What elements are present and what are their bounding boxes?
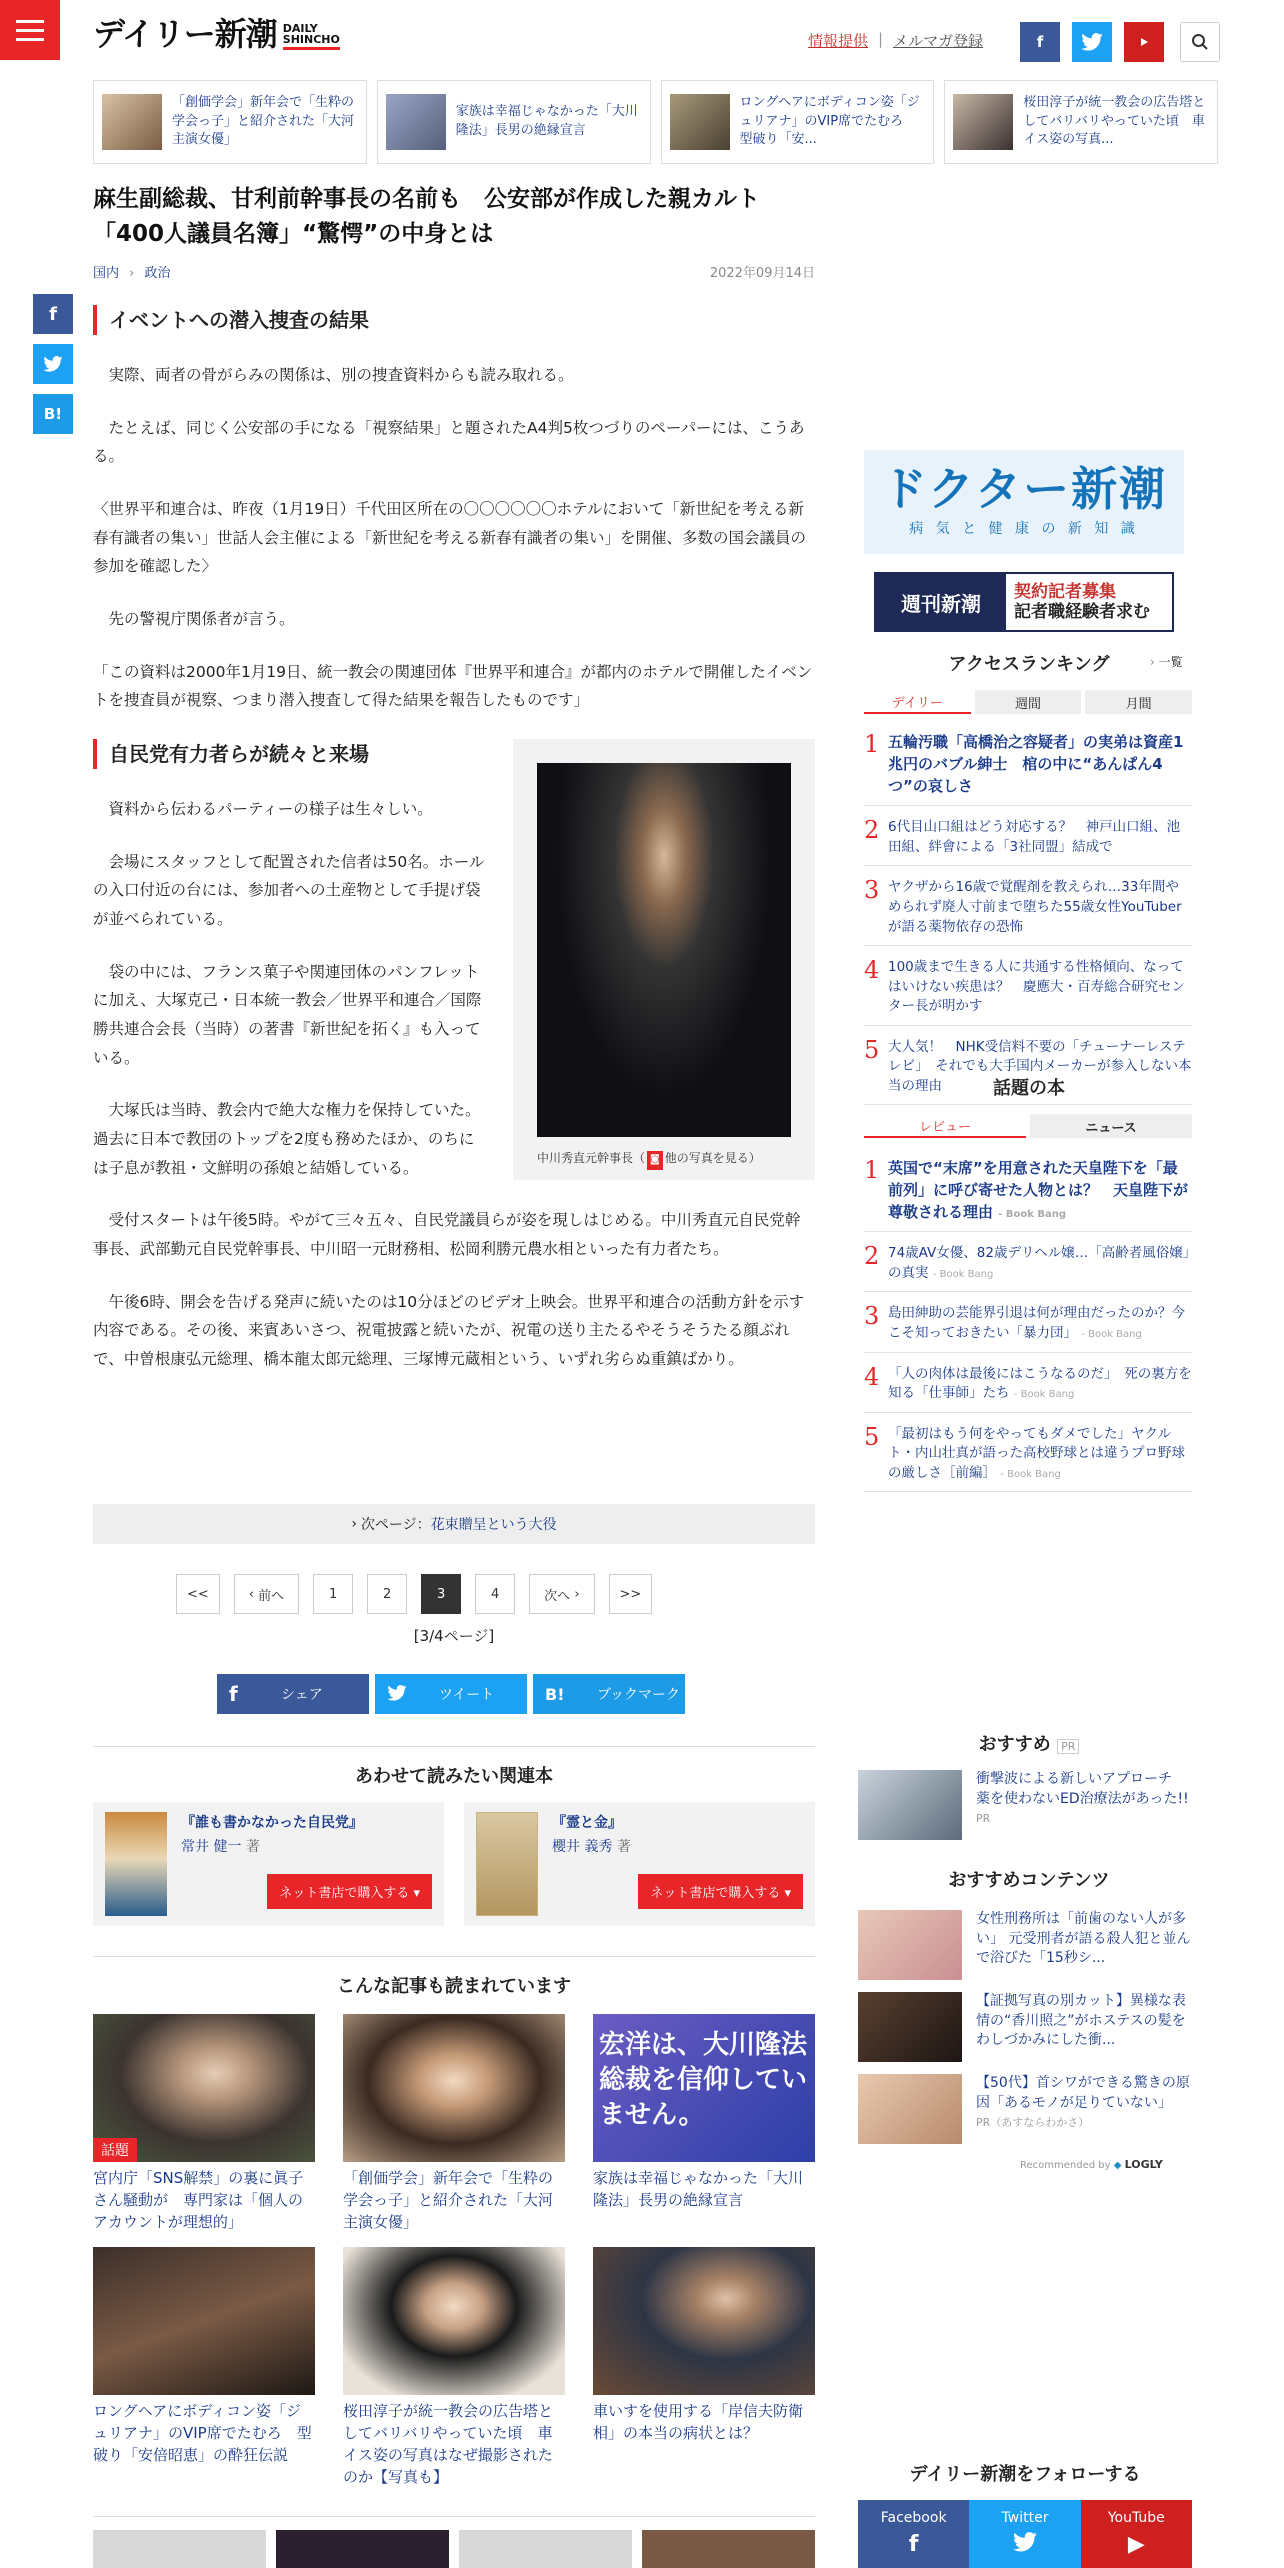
logo-text: デイリー新潮 — [93, 15, 277, 53]
ranking-tabs — [864, 690, 1192, 714]
next-page-bar[interactable] — [93, 1504, 815, 1544]
book-cover[interactable] — [476, 1812, 538, 1916]
youtube-icon: ▶ — [1127, 2532, 1145, 2557]
book-card[interactable] — [464, 1802, 815, 1926]
top-card-title[interactable]: 桜田淳子が統一教会の広告塔としてバリバリやっていた頃 車イス姿の写真... — [1023, 94, 1206, 148]
ranking-item[interactable] — [864, 874, 1192, 946]
thumbnail — [102, 94, 162, 150]
top-card[interactable] — [377, 80, 651, 164]
chevron-right-icon: › — [129, 266, 135, 281]
thumbnail — [386, 94, 446, 150]
photo-nakagawa[interactable] — [537, 763, 791, 1137]
breadcrumb-domestic[interactable]: 国内 — [93, 266, 120, 281]
follow-twitter-button[interactable]: Twitter — [969, 2500, 1080, 2568]
chevron-right-icon: › — [574, 1586, 580, 1602]
top-card-title[interactable]: 家族は幸福じゃなかった「大川隆法」長男の絶縁宣言 — [455, 104, 638, 138]
newsletter-link[interactable]: メルマガ登録 — [893, 32, 984, 50]
page-3[interactable]: 3 — [421, 1574, 461, 1614]
book-link[interactable]: 島田紳助の芸能界引退は何が理由だったのか？今こそ知っておきたい「暴力団」 - Book Bang — [888, 1305, 1185, 1341]
article-thumbnail[interactable] — [343, 2014, 565, 2162]
related-books — [93, 1802, 815, 1926]
article-thumbnail[interactable] — [343, 2247, 565, 2395]
page-count: [3/4ページ] — [413, 1627, 495, 1645]
article-thumbnail[interactable] — [93, 2247, 315, 2395]
thumbnail-overlay-text: 宏洋は、大川隆法総裁を信仰していません。 — [599, 2030, 808, 2131]
more-thumbnails — [93, 2530, 815, 2568]
ranking-link[interactable]: 五輪汚職「高橋治之容疑者」の実弟は資産1兆円のバブル紳士 棺の中に“あんぱん4つ”の哀しさ — [888, 733, 1184, 795]
recruit-banner[interactable] — [874, 572, 1174, 632]
section-heading: イベントへの潜入捜査の結果 — [93, 305, 815, 335]
book-card[interactable] — [93, 1802, 444, 1926]
book-link[interactable]: 「人の肉体は最後にはこうなるのだ」 死の裏方を知る「仕事師」たち - Book Bang — [888, 1365, 1192, 1402]
publish-date: 2022年09月14日 — [709, 266, 815, 281]
also-read-item[interactable] — [343, 2247, 565, 2488]
article-link[interactable]: 車いすを使用する「岸信夫防衛相」の本当の病状とは？ — [593, 2402, 804, 2442]
top-card[interactable] — [661, 80, 935, 164]
paragraph: 「この資料は2000年1月19日、統一教会の関連団体『世界平和連合』が都内のホテルで開催したイベントを捜査員が視察、つまり潜入捜査して得た結果を報告したものです」 — [93, 662, 813, 710]
contents-item[interactable] — [858, 1910, 1192, 1980]
books-tabs — [864, 1114, 1192, 1138]
next-page-link[interactable]: 花束贈呈という大役 — [430, 1517, 557, 1533]
figure-caption: 中川秀直元幹事長（ ◙ 他の写真を見る） — [537, 1147, 791, 1170]
facebook-share-button[interactable]: f シェア — [217, 1674, 369, 1714]
books-list — [864, 1154, 1192, 1500]
site-logo[interactable] — [93, 15, 340, 53]
banner-r1: 契約記者募集 — [1014, 581, 1116, 602]
rank-number: 2 — [864, 1242, 880, 1271]
follow-youtube-button[interactable]: YouTube ▶ — [1081, 2500, 1192, 2568]
hatena-icon: B! — [545, 1684, 565, 1704]
twitter-icon — [1013, 2532, 1037, 2558]
first-page-button[interactable]: << — [176, 1574, 220, 1614]
contents-item[interactable]: 【50代】首シワができる驚きの原因「あるモノが足りていない」 PR（あすならわかさ） — [858, 2074, 1192, 2144]
book-link[interactable]: 英国で“末席”を用意された天皇陛下を「最前列」に呼び寄せた人物とは？ 天皇陛下が尊敬される理由 - Book Bang — [888, 1159, 1189, 1221]
book-title[interactable]: 『霊と金』 — [552, 1815, 622, 1831]
facebook-share-icon[interactable]: f — [33, 294, 73, 334]
doctor-shincho-banner[interactable] — [864, 450, 1184, 554]
ranking-link[interactable]: 6代目山口組はどう対応する？ 神戸山口組、池田組、絆會による「3社同盟」結成で — [888, 819, 1181, 855]
rank-number: 3 — [864, 1302, 880, 1331]
article-title: 麻生副総裁、甘利前幹事長の名前も 公安部が作成した親カルト「400人議員名簿」“驚愕”の中身とは — [93, 186, 760, 247]
next-page-button[interactable]: 次へ › — [529, 1574, 594, 1614]
paragraph: たとえば、同じく公安部の手になる「視察結果」と題されたA4判5枚つづりのペーパーには、こうある。 — [93, 418, 805, 466]
search-icon[interactable] — [1180, 22, 1220, 62]
divider — [93, 2516, 815, 2517]
divider: | — [878, 30, 884, 48]
logo-en: DAILY SHINCHO — [283, 23, 340, 50]
ranking-link[interactable]: 大人気！ NHK受信料不要の「チューナーレステレビ」 それでも大手国内メーカーが参入しない本当の理由 — [888, 1038, 1192, 1094]
next-prefix: 次ページ： — [360, 1517, 431, 1533]
follow-heading: デイリー新潮をフォローする — [909, 2464, 1141, 2485]
rank-number: 4 — [864, 956, 880, 985]
top-card[interactable] — [944, 80, 1218, 164]
rank-number: 3 — [864, 876, 880, 905]
osusume-thumbnail[interactable] — [858, 1770, 962, 1840]
books-heading: 話題の本 — [993, 1078, 1065, 1099]
ranking-item[interactable] — [864, 814, 1192, 866]
osusume-item[interactable]: 衝撃波による新しいアプローチ 薬を使わないED治療法があった!! PR — [858, 1770, 1192, 1840]
paragraph: 受付スタートは午後5時。やがて三々五々、自民党議員らが姿を現しはじめる。中川秀直元自民党幹事長、武部勤元自民党幹事長、中川昭一元財務相、松岡利勝元農水相といった有力者たち。 — [93, 1211, 801, 1259]
page-4[interactable]: 4 — [475, 1574, 515, 1614]
logly-credit: Recommended by ◆ LOGLY — [1020, 2158, 1163, 2171]
also-read-item[interactable] — [343, 2014, 565, 2233]
rank-number: 5 — [864, 1422, 880, 1451]
ranking-list-link[interactable]: › 一覧 — [1150, 655, 1183, 669]
share-bar — [217, 1674, 685, 1714]
rank-number: 1 — [864, 730, 880, 758]
book-item[interactable] — [864, 1240, 1192, 1292]
article-thumbnail[interactable] — [93, 2014, 315, 2162]
also-read-item[interactable] — [93, 2247, 315, 2488]
paragraph: 会場にスタッフとして配置された信者は50名。ホールの入口付近の台には、参加者への土産物として手提げ袋が並べられている。 — [93, 852, 485, 929]
ranking-item[interactable] — [864, 954, 1192, 1026]
thumbnail — [953, 94, 1013, 150]
book-item[interactable] — [864, 1154, 1192, 1232]
camera-icon[interactable]: ◙ — [647, 1151, 663, 1170]
book-link[interactable]: 「最初はもう何をやってもダメでした」ヤクルト・内山壮真が語った高校野球とは違うプロ野球の厳しさ［前編］ - Book Bang — [888, 1425, 1185, 1481]
also-read-grid — [93, 2014, 815, 2488]
article-link[interactable]: 宮内庁「SNS解禁」の裏に眞子さん騒動が 専門家は「個人のアカウントが理想的」 — [93, 2169, 304, 2231]
rank-number: 5 — [864, 1035, 880, 1064]
book-item[interactable] — [864, 1421, 1192, 1493]
divider — [93, 1956, 815, 1957]
pagination — [176, 1574, 652, 1614]
osusume-list — [858, 1770, 1192, 1852]
hatena-share-button[interactable]: B! ブックマーク — [533, 1674, 685, 1714]
paragraph: 袋の中には、フランス菓子や関連団体のパンフレットに加え、大塚克己・日本統一教会／世界平和連合／国際勝共連合会長（当時）の著書『新世紀を拓く』も入っている。 — [93, 962, 482, 1067]
paragraph: 資料から伝わるパーティーの様子は生々しい。 — [93, 800, 433, 819]
twitter-icon — [387, 1682, 415, 1706]
top-card-title[interactable]: 「創価学会」新年会で「生粋の学会っ子」と紹介された「大河主演女優」 — [172, 94, 355, 148]
also-read-heading: こんな記事も読まれています — [337, 1976, 571, 1997]
buy-book-button[interactable]: ネット書店で購入する ▾ — [267, 1874, 432, 1909]
tab-news[interactable]: ニュース — [1030, 1114, 1192, 1138]
facebook-icon: f — [908, 2532, 919, 2557]
tab-weekly[interactable]: 週間 — [975, 690, 1082, 714]
paragraph: 先の警視庁関係者が言う。 — [93, 610, 295, 629]
contents-link[interactable]: 【50代】首シワができる驚きの原因「あるモノが足りていない」 — [976, 2075, 1190, 2111]
rank-number: 1 — [864, 1156, 880, 1184]
top-headlines — [93, 80, 1218, 164]
contents-heading: おすすめコンテンツ — [948, 1870, 1110, 1891]
prev-page-button[interactable]: ‹ 前へ — [234, 1574, 299, 1614]
article-link[interactable]: 桜田淳子が統一教会の広告塔としてバリバリやっていた頃 車イス姿の写真はなぜ撮影されたのか【写真も】 — [343, 2402, 554, 2486]
ranking-list — [864, 728, 1192, 1113]
facebook-icon: f — [229, 1682, 238, 1706]
book-author: 櫻井 義秀 著 — [552, 1839, 631, 1855]
article-thumbnail[interactable] — [593, 2247, 815, 2395]
contents-item[interactable] — [858, 1992, 1192, 2062]
divider — [93, 1746, 815, 1747]
tab-review[interactable]: レビュー — [864, 1114, 1026, 1138]
tab-monthly[interactable]: 月間 — [1085, 690, 1192, 714]
article-link[interactable]: ロングヘアにボディコン姿「ジュリアナ」のVIP席でたむろ 型破り「安倍昭恵」の酔狂伝説 — [93, 2402, 312, 2464]
page-1[interactable]: 1 — [313, 1574, 353, 1614]
article-link[interactable]: 家族は幸福じゃなかった「大川隆法」長男の絶縁宣言 — [593, 2169, 804, 2209]
also-read-item[interactable] — [93, 2014, 315, 2233]
article-thumbnail[interactable] — [593, 2014, 815, 2162]
article-link[interactable]: 「創価学会」新年会で「生粋の学会っ子」と紹介された「大河主演女優」 — [343, 2169, 554, 2231]
contents-thumbnail[interactable] — [858, 1992, 962, 2062]
paragraph: 実際、両者の骨がらみの関係は、別の捜査資料からも読み取れる。 — [93, 366, 574, 384]
book-author: 常井 健一 著 — [181, 1839, 260, 1855]
book-link[interactable]: 74歳AV女優、82歳デリヘル嬢…「高齢者風俗嬢」の真実 - Book Bang — [888, 1245, 1190, 1281]
rank-number: 2 — [864, 816, 880, 845]
tab-daily[interactable]: デイリー — [864, 690, 971, 714]
article-body — [93, 305, 815, 1398]
last-page-button[interactable]: >> — [609, 1574, 653, 1614]
breadcrumb-politics[interactable]: 政治 — [144, 266, 171, 281]
contents-link[interactable]: 【証拠写真の別カット】異様な表情の“香川照之”がホステスの髪をわしづかみにした衝... — [976, 1993, 1186, 2049]
breadcrumb — [93, 262, 171, 281]
also-read-item[interactable] — [593, 2247, 815, 2488]
menu-button[interactable] — [0, 0, 60, 60]
follow-facebook-button[interactable]: Facebook f — [858, 2500, 969, 2568]
twitter-share-button[interactable]: ツイート — [375, 1674, 527, 1714]
chevron-left-icon: ‹ — [248, 1586, 254, 1602]
contents-list — [858, 1910, 1192, 2156]
ranking-link[interactable]: 100歳まで生きる人に共通する性格傾向、なってはいけない疾患は？ 慶應大・百寿総合研究センター長が明かす — [888, 959, 1185, 1015]
book-title[interactable]: 『誰も書かなかった自民党』 — [181, 1815, 363, 1831]
banner-subtitle: 病 気 と 健 康 の 新 知 識 — [909, 521, 1139, 537]
twitter-share-icon[interactable] — [33, 344, 73, 384]
section-heading: 自民党有力者らが続々と来場 — [93, 739, 489, 769]
rank-number: 4 — [864, 1362, 880, 1391]
thumbnail — [670, 94, 730, 150]
book-item[interactable] — [864, 1361, 1192, 1413]
youtube-icon[interactable] — [1124, 22, 1164, 62]
paragraph: 大塚氏は当時、教会内で絶大な権力を保持していた。過去に日本で教団のトップを2度も務めたほか、のちには子息が教祖・文鮮明の孫娘と結婚している。 — [93, 1101, 481, 1177]
hatena-bookmark-icon[interactable]: B! — [33, 394, 73, 434]
book-item[interactable] — [864, 1300, 1192, 1352]
banner-r2: 記者職経験者求む — [1014, 602, 1150, 622]
osusume-heading: おすすめ PR — [864, 1730, 1194, 1756]
chevron-right-icon: › — [351, 1516, 357, 1532]
buy-book-button[interactable]: ネット書店で購入する ▾ — [638, 1874, 803, 1909]
logly-icon: ◆ — [1113, 2160, 1122, 2171]
also-read-item[interactable] — [593, 2014, 815, 2233]
topic-tag: 話題 — [93, 2138, 137, 2162]
chevron-right-icon: › — [1150, 655, 1155, 669]
facebook-icon[interactable]: f — [1020, 22, 1060, 62]
article-figure[interactable] — [513, 739, 815, 1180]
related-books-heading: あわせて読みたい関連本 — [355, 1766, 553, 1787]
ranking-heading: アクセスランキング — [948, 654, 1110, 675]
twitter-icon[interactable] — [1072, 22, 1112, 62]
follow-buttons — [858, 2500, 1192, 2568]
book-cover[interactable] — [105, 1812, 167, 1916]
contents-link[interactable]: 女性刑務所は「前歯のない人が多い」 元受刑者が語る殺人犯と並んで浴びた「15秒シ... — [976, 1911, 1191, 1967]
banner-title: ドクター新潮 — [880, 462, 1168, 516]
paragraph: 午後6時、開会を告げる発声に続いたのは10分ほどのビデオ上映会。世界平和連合の活動方針を示す内容である。その後、来賓あいさつ、祝電披露と続いたが、祝電の送り主たるやそうそうたる顔ぶれで、中曽根康弘元総理、橋本龍太郎元総理、三塚博元蔵相という、いずれ劣らぬ重鎮ばかり。 — [93, 1292, 805, 1369]
ranking-link[interactable]: ヤクザから16歳で覚醒剤を教えられ…33年間やめられず廃人寸前まで堕ちた55歳女性YouTuberが語る薬物依存の恐怖 — [888, 879, 1182, 935]
contents-thumbnail[interactable] — [858, 1910, 962, 1980]
paragraph: 〈世界平和連合は、昨夜（1月19日）千代田区所在の〇〇〇〇〇〇ホテルにおいて「新世紀を考える新春有識者の集い」世話人会主催による「新世紀を考える新春有識者の集い」を開催、多数の国会議員の参加を確認した〉 — [93, 500, 807, 576]
info-link[interactable]: 情報提供 — [808, 32, 869, 50]
page-2[interactable]: 2 — [367, 1574, 407, 1614]
top-card-title[interactable]: ロングヘアにボディコン姿「ジュリアナ」のVIP席でたむろ 型破り「安... — [739, 94, 920, 148]
ranking-item[interactable] — [864, 728, 1192, 806]
top-card[interactable] — [93, 80, 367, 164]
banner-left: 週刊新潮 — [876, 574, 1006, 630]
contents-thumbnail[interactable] — [858, 2074, 962, 2144]
